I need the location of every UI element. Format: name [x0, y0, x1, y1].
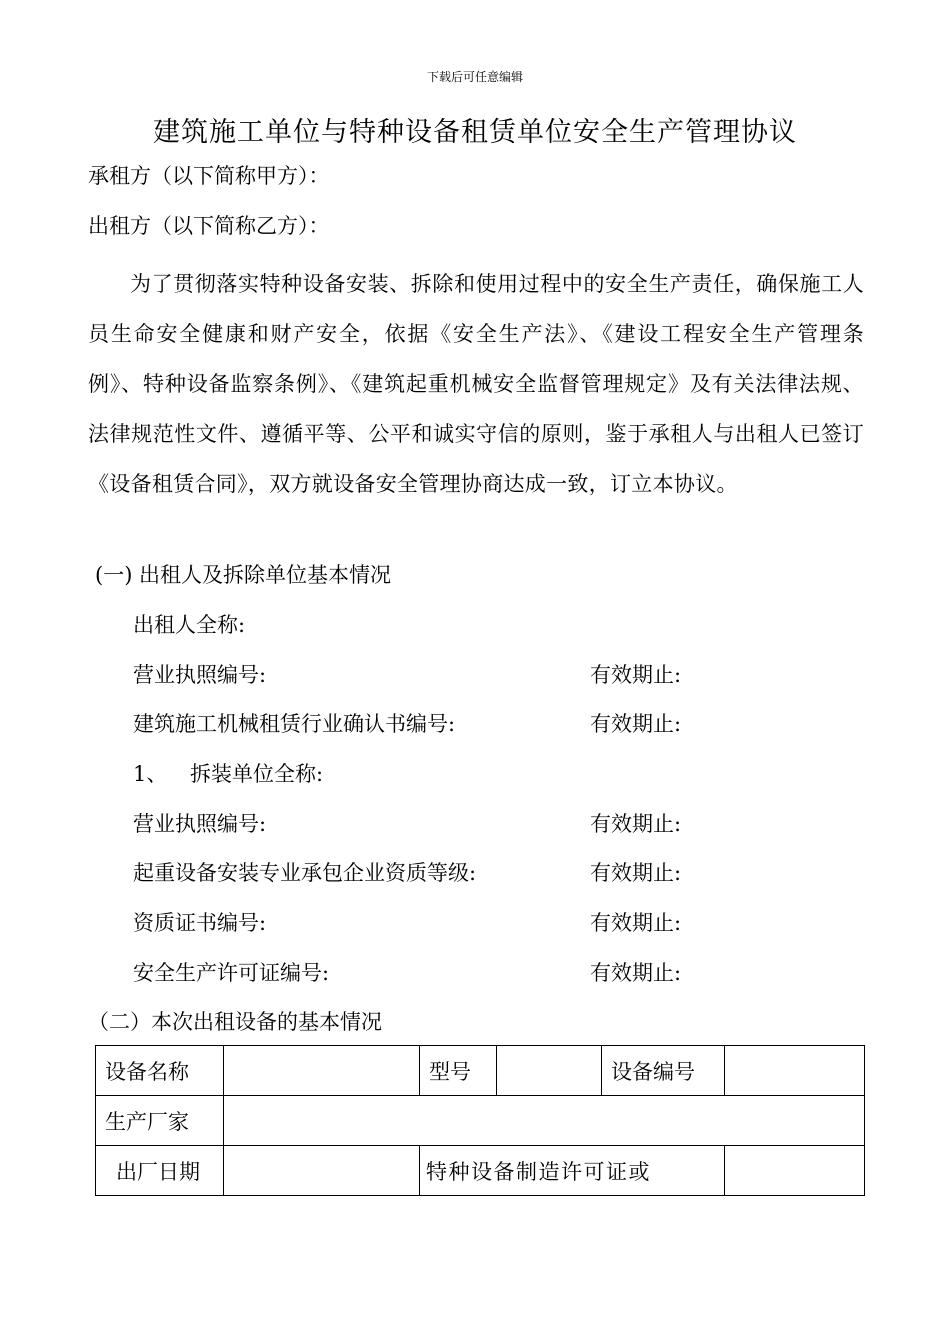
party-a-line: 承租方（以下简称甲方）：: [88, 164, 330, 188]
safety-permit-label: 安全生产许可证编号:: [133, 961, 330, 985]
dismantle-name-label: 拆装单位全称:: [190, 762, 324, 786]
header-note: 下载后可任意编辑: [426, 70, 523, 84]
lessor-rental-cert-label: 建筑施工机械租赁行业确认书编号:: [133, 712, 456, 736]
manufacturer-label: 生产厂家: [96, 1096, 224, 1146]
factory-date-label: 出厂日期: [96, 1146, 224, 1196]
party-b-line: 出租方（以下简称乙方）：: [88, 214, 330, 238]
qualification-grade-label: 起重设备安装专业承包企业资质等级:: [133, 861, 477, 885]
model-label: 型号: [420, 1046, 497, 1096]
section-1-heading: (一) 出租人及拆除单位基本情况: [95, 563, 392, 587]
lessor-license-label: 营业执照编号:: [133, 663, 267, 687]
qualification-grade-valid-label: 有效期止:: [590, 861, 682, 885]
dismantle-license-label: 营业执照编号:: [133, 812, 267, 836]
equipment-no-value[interactable]: [725, 1046, 865, 1096]
safety-permit-valid-label: 有效期止:: [590, 961, 682, 985]
preamble-paragraph: 为了贯彻落实特种设备安装、拆除和使用过程中的安全生产责任，确保施工人员生命安全健康和财产安全，依据《安全生产法》、《建设工程安全生产管理条例》、特种设备监察条例》、《建筑起重机械安全监督管理规定》及有关法律法规、法律规范性文件、遵循平等、公平和诚实守信的原则，鉴于承租人与出租人已签订《设备租赁合同》，双方就设备安全管理协商达成一致，订立本协议。: [88, 272, 864, 496]
lessor-license-valid-label: 有效期止:: [590, 663, 682, 687]
factory-date-value[interactable]: [224, 1146, 420, 1196]
lessor-name-label: 出租人全称:: [133, 613, 246, 637]
table-row: [96, 1096, 865, 1146]
equipment-no-label: 设备编号: [602, 1046, 725, 1096]
equipment-table: [95, 1045, 865, 1196]
dismantle-license-valid-label: 有效期止:: [590, 812, 682, 836]
manufacturer-value[interactable]: [224, 1096, 865, 1146]
qualification-cert-valid-label: 有效期止:: [590, 911, 682, 935]
qualification-cert-label: 资质证书编号:: [133, 911, 267, 935]
equipment-name-value[interactable]: [224, 1046, 420, 1096]
model-value[interactable]: [497, 1046, 602, 1096]
permit-value[interactable]: [725, 1146, 865, 1196]
permit-label: 特种设备制造许可证或: [420, 1146, 725, 1196]
section-2-heading: （二）本次出租设备的基本情况: [88, 1010, 382, 1034]
table-row: [96, 1046, 865, 1096]
table-row: [96, 1146, 865, 1196]
document-title: 建筑施工单位与特种设备租赁单位安全生产管理协议: [153, 117, 797, 148]
dismantle-index: 1、: [133, 762, 168, 786]
lessor-rental-cert-valid-label: 有效期止:: [590, 712, 682, 736]
equipment-name-label: 设备名称: [96, 1046, 224, 1096]
